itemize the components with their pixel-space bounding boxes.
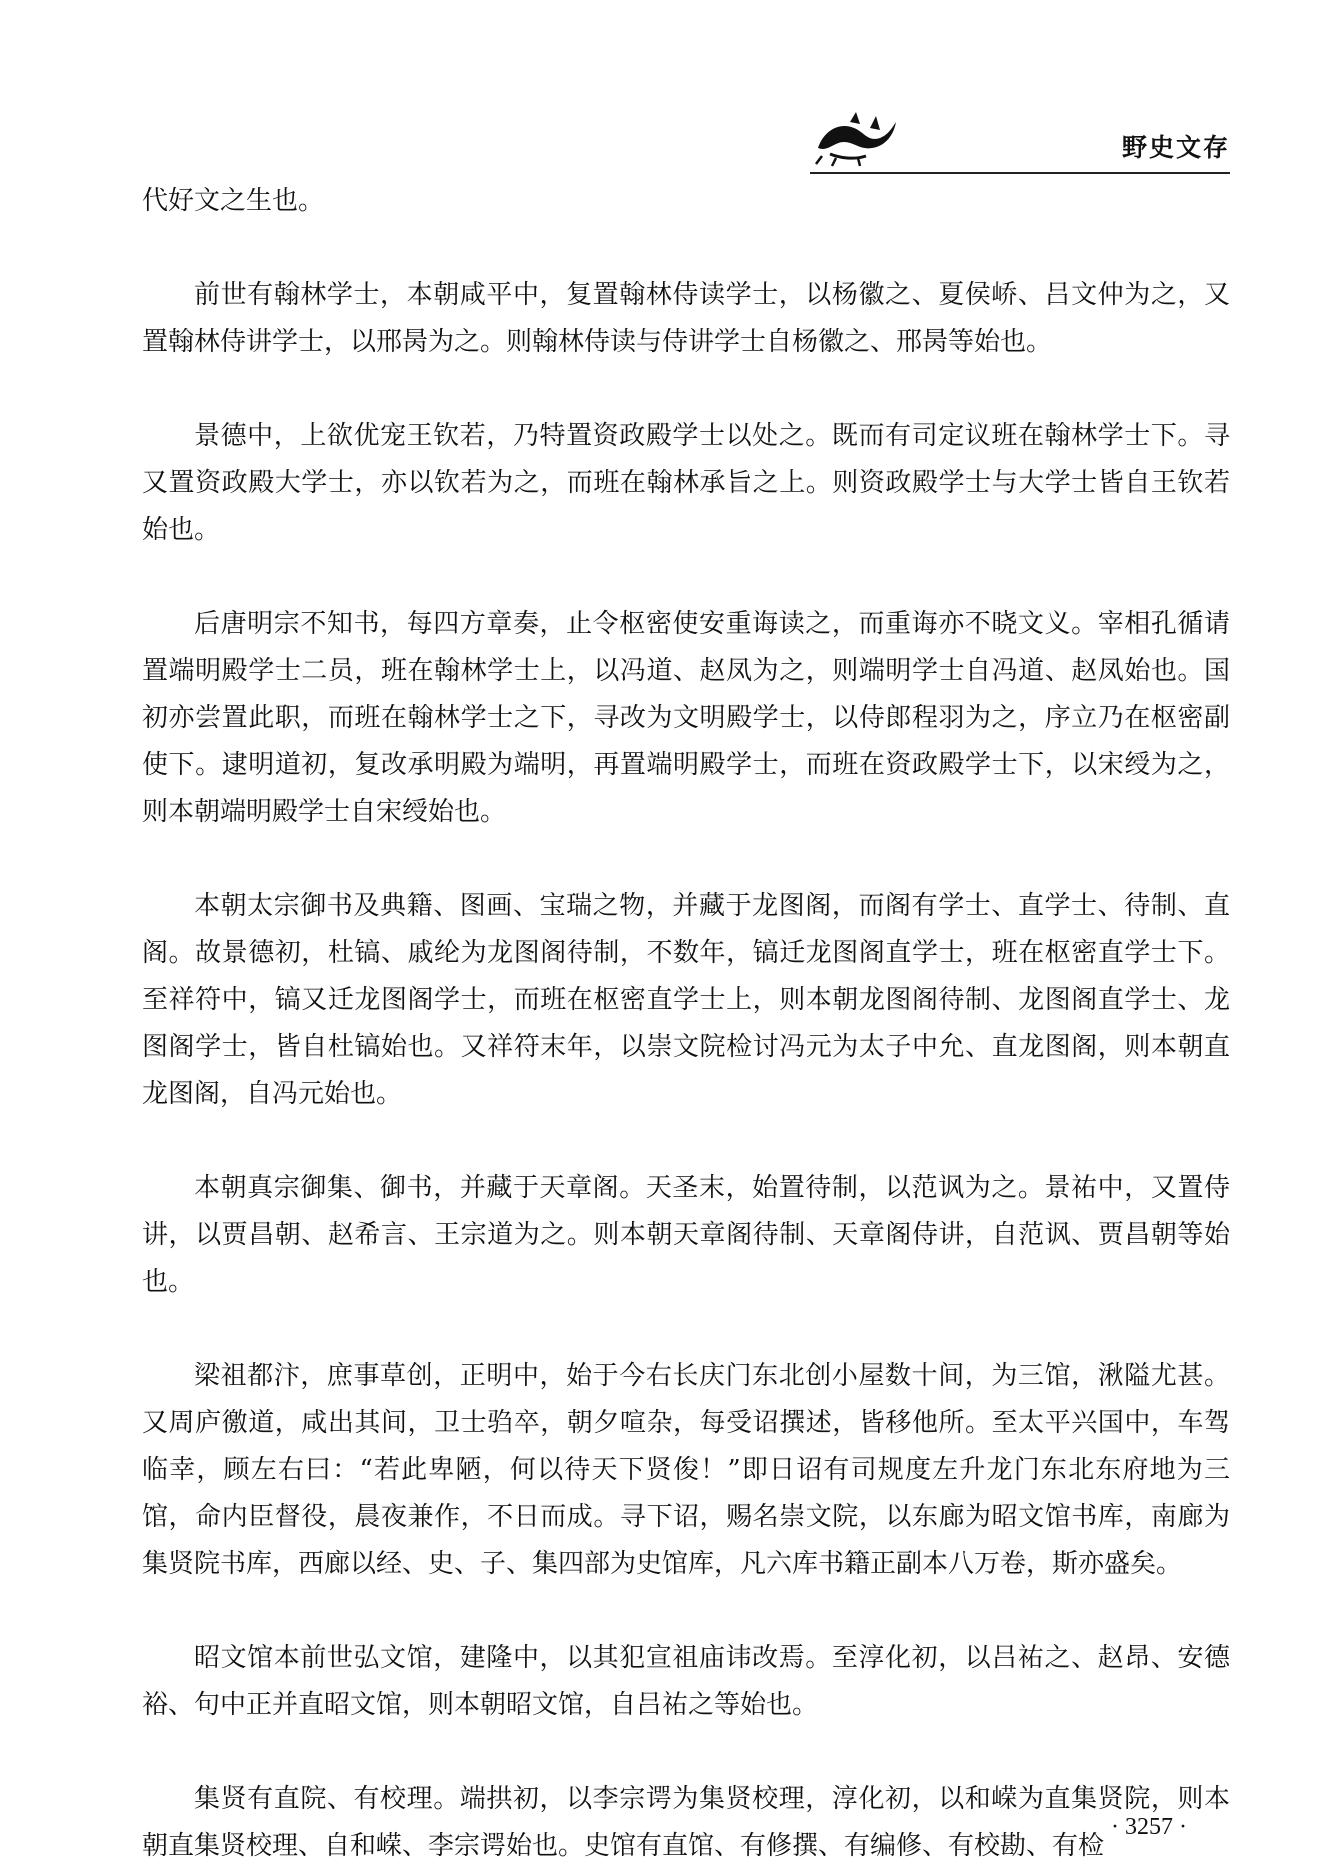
paragraph: 梁祖都汴，庶事草创，正明中，始于今右长庆门东北创小屋数十间，为三馆，湫隘尤甚。又周庐徼道，咸出其间，卫士驺卒，朝夕喧杂，每受诏撰述，皆移他所。至太平兴国中，车驾临幸，顾左右曰：“若此卑陋，何以待天下贤俊！”即日诏有司规度左升龙门东北东府地为三馆，命内臣督役，晨夜兼作，不日而成。寻下诏，赐名崇文院，以东廊为昭文馆书库，南廊为集贤院书库，西廊以经、史、子、集四部为史馆库，凡六库书籍正副本八万卷，斯亦盛矣。 — [142, 1361, 1230, 1579]
paragraph: 昭文馆本前世弘文馆，建隆中，以其犯宣祖庙讳改焉。至淳化初，以吕祐之、赵昂、安德裕、句中正并直昭文馆，则本朝昭文馆，自吕祐之等始也。 — [142, 1643, 1230, 1720]
paragraph: 前世有翰林学士，本朝咸平中，复置翰林侍读学士，以杨徽之、夏侯峤、吕文仲为之，又置翰林侍讲学士，以邢昺为之。则翰林侍读与侍讲学士自杨徽之、邢昺等始也。 — [142, 280, 1230, 357]
page-number: · 3257 · — [1111, 1814, 1187, 1840]
paragraph: 本朝真宗御集、御书，并藏于天章阁。天圣末，始置待制，以范讽为之。景祐中，又置侍讲，以贾昌朝、赵希言、王宗道为之。则本朝天章阁待制、天章阁侍讲，自范讽、贾昌朝等始也。 — [142, 1173, 1230, 1297]
dragon-emblem-icon — [810, 108, 900, 168]
paragraph: 景德中，上欲优宠王钦若，乃特置资政殿学士以处之。既而有司定议班在翰林学士下。寻又置资政殿大学士，亦以钦若为之，而班在翰林承旨之上。则资政殿学士与大学士皆自王钦若始也。 — [142, 421, 1230, 545]
paragraph: 集贤有直院、有校理。端拱初，以李宗谔为集贤校理，淳化初，以和嵘为直集贤院，则本朝直集贤校理、自和嵘、李宗谔始也。史馆有直馆、有修撰、有编修、有校勘、有检 — [142, 1784, 1230, 1861]
running-header-title: 野史文存 — [1121, 133, 1230, 162]
header-rule — [810, 172, 1230, 174]
running-header — [810, 108, 1230, 178]
paragraph: 后唐明宗不知书，每四方章奏，止令枢密使安重诲读之，而重诲亦不晓文义。宰相孔循请置端明殿学士二员，班在翰林学士上，以冯道、赵凤为之，则端明学士自冯道、赵凤始也。国初亦尝置此职，而班在翰林学士之下，寻改为文明殿学士，以侍郎程羽为之，序立乃在枢密副使下。逮明道初，复改承明殿为端明，再置端明殿学士，而班在资政殿学士下，以宋绶为之，则本朝端明殿学士自宋绶始也。 — [142, 609, 1230, 827]
paragraph-continued: 代好文之生也。 — [142, 186, 325, 216]
article-body — [142, 178, 1230, 1870]
paragraph: 本朝太宗御书及典籍、图画、宝瑞之物，并藏于龙图阁，而阁有学士、直学士、待制、直阁。故景德初，杜镐、戚纶为龙图阁待制，不数年，镐迁龙图阁直学士，班在枢密直学士下。至祥符中，镐又迁龙图阁学士，而班在枢密直学士上，则本朝龙图阁待制、龙图阁直学士、龙图阁学士，皆自杜镐始也。又祥符末年，以崇文院检讨冯元为太子中允、直龙图阁，则本朝直龙图阁，自冯元始也。 — [142, 891, 1230, 1109]
